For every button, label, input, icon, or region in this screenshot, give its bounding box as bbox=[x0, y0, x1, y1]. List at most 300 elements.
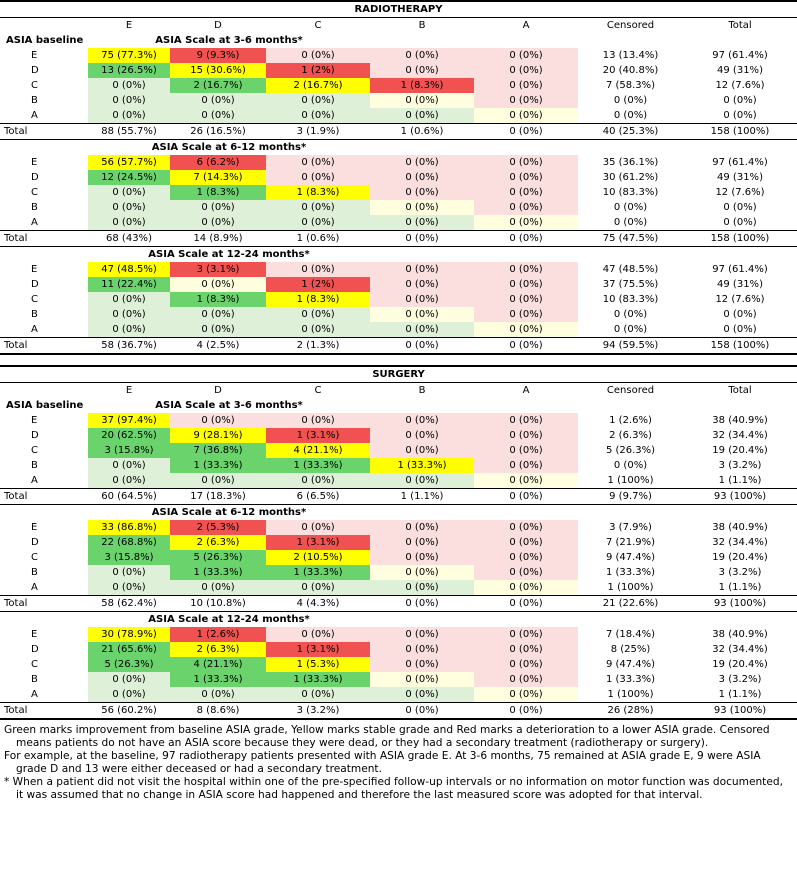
column-header: Censored bbox=[578, 383, 683, 399]
table-cell: 1 (33.3%) bbox=[266, 565, 370, 580]
scale-header-row bbox=[0, 505, 797, 521]
table-cell: 97 (61.4%) bbox=[712, 157, 768, 168]
table-row bbox=[0, 565, 797, 580]
table-cell: 14 (8.9%) bbox=[170, 231, 266, 247]
table-cell: 0 (0%) bbox=[370, 200, 474, 215]
table-cell: 0 (0%) bbox=[370, 473, 474, 489]
table-cell: 30 (78.9%) bbox=[88, 627, 170, 642]
table-cell: 37 (97.4%) bbox=[88, 413, 170, 428]
table-cell: 88 (55.7%) bbox=[88, 124, 170, 140]
table-cell: 1 (8.3%) bbox=[266, 185, 370, 200]
table-cell: 49 (31%) bbox=[717, 172, 763, 183]
table-cell: 4 (4.3%) bbox=[266, 596, 370, 612]
table-cell: 1 (0.6%) bbox=[370, 124, 474, 140]
row-label: C bbox=[31, 294, 38, 305]
table-cell: 1 (2%) bbox=[266, 63, 370, 78]
table-cell: 0 (0%) bbox=[170, 277, 266, 292]
row-label: A bbox=[31, 217, 38, 228]
table-cell: 13 (26.5%) bbox=[88, 63, 170, 78]
table-cell: 1 (0.6%) bbox=[266, 231, 370, 247]
table-cell: 0 (0%) bbox=[370, 63, 474, 78]
table-cell: 0 (0%) bbox=[370, 185, 474, 200]
table-cell: 0 (0%) bbox=[88, 215, 170, 231]
table-cell: 0 (0%) bbox=[370, 596, 474, 612]
table-cell: 32 (34.4%) bbox=[712, 644, 768, 655]
table-cell: 0 (0%) bbox=[474, 458, 578, 473]
table-cell: 0 (0%) bbox=[474, 63, 578, 78]
table-row bbox=[0, 535, 797, 550]
table-cell: 1 (33.3%) bbox=[170, 672, 266, 687]
row-label: E bbox=[31, 415, 38, 426]
table-cell: 47 (48.5%) bbox=[88, 262, 170, 277]
table-cell: 0 (0%) bbox=[474, 262, 578, 277]
table-cell: 0 (0%) bbox=[88, 93, 170, 108]
table-cell: 0 (0%) bbox=[370, 277, 474, 292]
table-cell: 0 (0%) bbox=[370, 215, 474, 231]
table-cell: 6 (6.2%) bbox=[170, 155, 266, 170]
table-cell: 0 (0%) bbox=[474, 215, 578, 231]
scale-header-row bbox=[0, 398, 797, 413]
row-label: Total bbox=[0, 596, 88, 612]
table-cell: 158 (100%) bbox=[683, 338, 797, 355]
row-label: C bbox=[31, 659, 38, 670]
table-cell: 0 (0%) bbox=[370, 231, 474, 247]
row-label: E bbox=[31, 522, 38, 533]
table-cell: 9 (28.1%) bbox=[170, 428, 266, 443]
table-row bbox=[0, 687, 797, 703]
row-label: A bbox=[31, 110, 38, 121]
table-cell: 0 (0%) bbox=[613, 309, 648, 320]
table-cell: 0 (0%) bbox=[266, 262, 370, 277]
table-cell: 0 (0%) bbox=[474, 322, 578, 338]
column-header-row bbox=[0, 383, 797, 399]
table-cell: 0 (0%) bbox=[266, 215, 370, 231]
table-cell: 47 (48.5%) bbox=[602, 264, 659, 275]
table-cell: 0 (0%) bbox=[266, 580, 370, 596]
table-cell: 0 (0%) bbox=[266, 48, 370, 63]
scale-header-row bbox=[0, 140, 797, 156]
table-cell: 3 (15.8%) bbox=[88, 550, 170, 565]
column-header: E bbox=[88, 383, 170, 399]
row-label: D bbox=[31, 430, 39, 441]
table-cell: 0 (0%) bbox=[474, 124, 578, 140]
table-cell: 2 (1.3%) bbox=[266, 338, 370, 355]
table-cell: 1 (3.1%) bbox=[266, 535, 370, 550]
table-cell: 0 (0%) bbox=[474, 627, 578, 642]
table-row bbox=[0, 428, 797, 443]
table-cell: 0 (0%) bbox=[370, 642, 474, 657]
table-cell: 38 (40.9%) bbox=[712, 629, 768, 640]
table-cell: 49 (31%) bbox=[717, 65, 763, 76]
table-cell: 0 (0%) bbox=[370, 307, 474, 322]
table-cell: 75 (77.3%) bbox=[88, 48, 170, 63]
table-cell: 7 (36.8%) bbox=[170, 443, 266, 458]
surgery-table bbox=[0, 365, 797, 720]
table-cell: 0 (0%) bbox=[474, 657, 578, 672]
table-cell: 158 (100%) bbox=[683, 124, 797, 140]
row-label: Total bbox=[0, 338, 88, 355]
table-cell: 97 (61.4%) bbox=[712, 50, 768, 61]
table-cell: 3 (3.2%) bbox=[718, 567, 762, 578]
table-cell: 2 (6.3%) bbox=[170, 535, 266, 550]
table-cell: 0 (0%) bbox=[370, 703, 474, 720]
table-cell: 0 (0%) bbox=[88, 458, 170, 473]
total-row bbox=[0, 489, 797, 505]
table-cell: 0 (0%) bbox=[370, 428, 474, 443]
table-cell: 7 (18.4%) bbox=[605, 629, 656, 640]
column-header: Censored bbox=[578, 18, 683, 34]
table-cell: 0 (0%) bbox=[474, 292, 578, 307]
table-cell: 19 (20.4%) bbox=[712, 445, 768, 456]
row-label: B bbox=[31, 567, 38, 578]
table-cell: 0 (0%) bbox=[474, 580, 578, 596]
table-cell: 0 (0%) bbox=[474, 565, 578, 580]
table-cell: 0 (0%) bbox=[266, 93, 370, 108]
table-row bbox=[0, 262, 797, 277]
table-cell: 0 (0%) bbox=[266, 200, 370, 215]
table-cell: 0 (0%) bbox=[474, 48, 578, 63]
table-cell: 0 (0%) bbox=[370, 413, 474, 428]
scale-title: ASIA Scale at 3-6 months* bbox=[155, 400, 303, 411]
table-cell: 93 (100%) bbox=[683, 703, 797, 720]
table-cell: 0 (0%) bbox=[266, 170, 370, 185]
table-cell: 2 (6.3%) bbox=[170, 642, 266, 657]
table-cell: 0 (0%) bbox=[170, 322, 266, 338]
column-header: Total bbox=[683, 383, 797, 399]
table-cell: 26 (28%) bbox=[578, 703, 683, 720]
row-label: E bbox=[31, 157, 38, 168]
table-cell: 11 (22.4%) bbox=[88, 277, 170, 292]
row-label: A bbox=[31, 689, 38, 700]
table-cell: 0 (0%) bbox=[723, 95, 757, 106]
table-row bbox=[0, 78, 797, 93]
column-header: D bbox=[170, 383, 266, 399]
table-cell: 0 (0%) bbox=[474, 93, 578, 108]
column-header: A bbox=[474, 18, 578, 34]
table-cell: 0 (0%) bbox=[474, 170, 578, 185]
table-cell: 0 (0%) bbox=[170, 200, 266, 215]
table-cell: 1 (33.3%) bbox=[170, 565, 266, 580]
table-cell: 0 (0%) bbox=[474, 596, 578, 612]
table-cell: 1 (33.3%) bbox=[266, 458, 370, 473]
table-cell: 20 (40.8%) bbox=[602, 65, 659, 76]
table-cell: 7 (14.3%) bbox=[170, 170, 266, 185]
table-cell: 2 (5.3%) bbox=[170, 520, 266, 535]
table-cell: 1 (1.1%) bbox=[718, 582, 762, 593]
table-cell: 0 (0%) bbox=[370, 657, 474, 672]
table-cell: 0 (0%) bbox=[613, 202, 648, 213]
total-row bbox=[0, 338, 797, 355]
column-header: B bbox=[370, 18, 474, 34]
table-cell: 12 (24.5%) bbox=[88, 170, 170, 185]
table-cell: 0 (0%) bbox=[613, 95, 648, 106]
table-cell: 2 (10.5%) bbox=[266, 550, 370, 565]
table-cell: 7 (21.9%) bbox=[605, 537, 656, 548]
table-cell: 8 (8.6%) bbox=[170, 703, 266, 720]
table-cell: 0 (0%) bbox=[170, 215, 266, 231]
table-cell: 1 (33.3%) bbox=[605, 674, 656, 685]
table-cell: 0 (0%) bbox=[474, 443, 578, 458]
table-cell: 20 (62.5%) bbox=[88, 428, 170, 443]
row-label: A bbox=[31, 582, 38, 593]
table-row bbox=[0, 108, 797, 124]
table-row bbox=[0, 277, 797, 292]
table-cell: 5 (26.3%) bbox=[170, 550, 266, 565]
table-cell: 3 (3.2%) bbox=[718, 674, 762, 685]
table-cell: 10 (83.3%) bbox=[602, 187, 659, 198]
table-cell: 38 (40.9%) bbox=[712, 415, 768, 426]
section-spacer bbox=[0, 355, 797, 365]
column-header: C bbox=[266, 18, 370, 34]
scale-title: ASIA Scale at 3-6 months* bbox=[155, 35, 303, 46]
table-row bbox=[0, 63, 797, 78]
row-label: B bbox=[31, 202, 38, 213]
row-label: Total bbox=[0, 231, 88, 247]
scale-header-row bbox=[0, 247, 797, 263]
total-row bbox=[0, 124, 797, 140]
table-cell: 1 (3.1%) bbox=[266, 642, 370, 657]
table-cell: 0 (0%) bbox=[370, 687, 474, 703]
table-cell: 0 (0%) bbox=[370, 170, 474, 185]
total-row bbox=[0, 231, 797, 247]
column-header: E bbox=[88, 18, 170, 34]
table-row bbox=[0, 200, 797, 215]
row-label: Total bbox=[0, 489, 88, 505]
table-cell: 0 (0%) bbox=[474, 489, 578, 505]
row-label: C bbox=[31, 80, 38, 91]
table-cell: 0 (0%) bbox=[266, 473, 370, 489]
table-cell: 3 (1.9%) bbox=[266, 124, 370, 140]
table-cell: 58 (36.7%) bbox=[88, 338, 170, 355]
table-cell: 56 (60.2%) bbox=[88, 703, 170, 720]
row-label: E bbox=[31, 629, 38, 640]
row-label: C bbox=[31, 445, 38, 456]
total-row bbox=[0, 703, 797, 720]
table-row bbox=[0, 672, 797, 687]
total-row bbox=[0, 596, 797, 612]
row-label: B bbox=[31, 674, 38, 685]
table-cell: 0 (0%) bbox=[474, 672, 578, 687]
table-cell: 97 (61.4%) bbox=[712, 264, 768, 275]
footnote-color-legend: Green marks improvement from baseline ASIA grade, Yellow marks stable grade and Red marks a deterioration to a lower ASIA grade. Censored means patients do not have an ASIA score because they were dead, or they had a secondary treatment (radiotherapy or surgery). bbox=[4, 724, 770, 749]
table-cell: 0 (0%) bbox=[370, 322, 474, 338]
table-cell: 0 (0%) bbox=[170, 580, 266, 596]
table-cell: 7 (58.3%) bbox=[605, 80, 656, 91]
table-cell: 9 (47.4%) bbox=[605, 552, 656, 563]
table-cell: 1 (33.3%) bbox=[370, 458, 474, 473]
table-cell: 0 (0%) bbox=[266, 155, 370, 170]
table-cell: 0 (0%) bbox=[370, 338, 474, 355]
table-cell: 0 (0%) bbox=[170, 687, 266, 703]
table-cell: 0 (0%) bbox=[88, 473, 170, 489]
table-cell: 0 (0%) bbox=[474, 200, 578, 215]
table-cell: 0 (0%) bbox=[474, 108, 578, 124]
table-cell: 3 (3.1%) bbox=[170, 262, 266, 277]
table-cell: 0 (0%) bbox=[474, 155, 578, 170]
table-row bbox=[0, 185, 797, 200]
table-cell: 9 (9.3%) bbox=[170, 48, 266, 63]
table-cell: 0 (0%) bbox=[474, 535, 578, 550]
table-cell: 0 (0%) bbox=[88, 185, 170, 200]
table-row bbox=[0, 322, 797, 338]
table-cell: 8 (25%) bbox=[610, 644, 651, 655]
table-cell: 33 (86.8%) bbox=[88, 520, 170, 535]
table-cell: 12 (7.6%) bbox=[715, 80, 765, 91]
table-cell: 2 (16.7%) bbox=[170, 78, 266, 93]
row-label: A bbox=[31, 475, 38, 486]
table-cell: 0 (0%) bbox=[370, 48, 474, 63]
table-cell: 0 (0%) bbox=[474, 78, 578, 93]
table-cell: 32 (34.4%) bbox=[712, 537, 768, 548]
table-cell: 1 (8.3%) bbox=[170, 292, 266, 307]
table-cell: 6 (6.5%) bbox=[266, 489, 370, 505]
table-row bbox=[0, 458, 797, 473]
table-cell: 5 (26.3%) bbox=[605, 445, 656, 456]
table-cell: 4 (21.1%) bbox=[170, 657, 266, 672]
table-cell: 3 (3.2%) bbox=[718, 460, 762, 471]
scale-title: ASIA Scale at 6-12 months* bbox=[88, 505, 370, 521]
table-row bbox=[0, 307, 797, 322]
table-cell: 0 (0%) bbox=[370, 292, 474, 307]
table-cell: 0 (0%) bbox=[88, 565, 170, 580]
row-label: D bbox=[31, 172, 39, 183]
table-cell: 10 (10.8%) bbox=[170, 596, 266, 612]
table-cell: 0 (0%) bbox=[170, 413, 266, 428]
table-row bbox=[0, 170, 797, 185]
table-cell: 1 (8.3%) bbox=[266, 292, 370, 307]
table-cell: 26 (16.5%) bbox=[170, 124, 266, 140]
row-label: C bbox=[31, 187, 38, 198]
radiotherapy-table bbox=[0, 0, 797, 355]
scale-header-row bbox=[0, 612, 797, 628]
scale-title: ASIA Scale at 12-24 months* bbox=[88, 612, 370, 628]
table-cell: 0 (0%) bbox=[88, 78, 170, 93]
table-cell: 0 (0%) bbox=[88, 580, 170, 596]
column-header: B bbox=[370, 383, 474, 399]
table-cell: 0 (0%) bbox=[88, 200, 170, 215]
table-cell: 0 (0%) bbox=[370, 535, 474, 550]
table-row bbox=[0, 520, 797, 535]
table-row bbox=[0, 443, 797, 458]
table-cell: 0 (0%) bbox=[88, 292, 170, 307]
table-cell: 1 (100%) bbox=[607, 689, 654, 700]
table-cell: 0 (0%) bbox=[723, 309, 757, 320]
row-label: E bbox=[31, 264, 38, 275]
table-cell: 13 (13.4%) bbox=[602, 50, 659, 61]
table-cell: 12 (7.6%) bbox=[715, 294, 765, 305]
table-cell: 1 (3.1%) bbox=[266, 428, 370, 443]
table-cell: 0 (0%) bbox=[474, 703, 578, 720]
row-label: B bbox=[31, 95, 38, 106]
table-cell: 21 (65.6%) bbox=[88, 642, 170, 657]
table-cell: 93 (100%) bbox=[683, 489, 797, 505]
table-cell: 35 (36.1%) bbox=[602, 157, 659, 168]
table-cell: 0 (0%) bbox=[88, 687, 170, 703]
table-cell: 38 (40.9%) bbox=[712, 522, 768, 533]
table-cell: 0 (0%) bbox=[474, 473, 578, 489]
table-cell: 0 (0%) bbox=[474, 428, 578, 443]
table-cell: 10 (83.3%) bbox=[602, 294, 659, 305]
table-cell: 0 (0%) bbox=[170, 93, 266, 108]
table-cell: 93 (100%) bbox=[683, 596, 797, 612]
table-cell: 32 (34.4%) bbox=[712, 430, 768, 441]
table-cell: 0 (0%) bbox=[170, 108, 266, 124]
radiotherapy-title: RADIOTHERAPY bbox=[0, 1, 797, 18]
table-cell: 37 (75.5%) bbox=[602, 279, 659, 290]
row-label: D bbox=[31, 279, 39, 290]
column-header: D bbox=[170, 18, 266, 34]
table-cell: 0 (0%) bbox=[370, 565, 474, 580]
table-cell: 158 (100%) bbox=[683, 231, 797, 247]
table-cell: 1 (100%) bbox=[607, 475, 654, 486]
table-cell: 0 (0%) bbox=[370, 627, 474, 642]
footnote-example: For example, at the baseline, 97 radiotherapy patients presented with ASIA grade E. At 3-6 months, 75 remained at ASIA grade E, 9 were ASIA grade D and 13 were either deceased or had a secondary treatment. bbox=[4, 750, 761, 775]
table-cell: 0 (0%) bbox=[474, 642, 578, 657]
table-cell: 1 (33.3%) bbox=[170, 458, 266, 473]
table-cell: 0 (0%) bbox=[170, 307, 266, 322]
table-row bbox=[0, 215, 797, 231]
row-label: B bbox=[31, 309, 38, 320]
table-cell: 4 (2.5%) bbox=[170, 338, 266, 355]
table-cell: 0 (0%) bbox=[613, 217, 648, 228]
table-cell: 0 (0%) bbox=[613, 324, 648, 335]
table-cell: 5 (26.3%) bbox=[88, 657, 170, 672]
row-label: E bbox=[31, 50, 38, 61]
row-label: D bbox=[31, 537, 39, 548]
table-cell: 2 (6.3%) bbox=[609, 430, 652, 441]
table-cell: 0 (0%) bbox=[266, 108, 370, 124]
table-cell: 0 (0%) bbox=[370, 550, 474, 565]
row-label: D bbox=[31, 644, 39, 655]
table-cell: 0 (0%) bbox=[370, 155, 474, 170]
table-row bbox=[0, 580, 797, 596]
table-cell: 0 (0%) bbox=[370, 93, 474, 108]
table-cell: 0 (0%) bbox=[723, 110, 757, 121]
table-row bbox=[0, 93, 797, 108]
table-cell: 0 (0%) bbox=[170, 473, 266, 489]
table-cell: 17 (18.3%) bbox=[170, 489, 266, 505]
table-row bbox=[0, 413, 797, 428]
table-cell: 3 (3.2%) bbox=[266, 703, 370, 720]
scale-header-row bbox=[0, 33, 797, 48]
table-cell: 19 (20.4%) bbox=[712, 659, 768, 670]
table-cell: 0 (0%) bbox=[474, 231, 578, 247]
table-cell: 0 (0%) bbox=[474, 307, 578, 322]
scale-title: ASIA Scale at 6-12 months* bbox=[88, 140, 370, 156]
table-cell: 1 (2.6%) bbox=[170, 627, 266, 642]
row-label: A bbox=[31, 324, 38, 335]
table-cell: 0 (0%) bbox=[370, 520, 474, 535]
table-cell: 0 (0%) bbox=[88, 108, 170, 124]
column-header: Total bbox=[683, 18, 797, 34]
table-row bbox=[0, 292, 797, 307]
table-cell: 22 (68.8%) bbox=[88, 535, 170, 550]
table-cell: 0 (0%) bbox=[723, 202, 757, 213]
footnotes bbox=[0, 720, 797, 802]
table-cell: 1 (8.3%) bbox=[370, 78, 474, 93]
table-cell: 0 (0%) bbox=[723, 217, 757, 228]
table-cell: 15 (30.6%) bbox=[170, 63, 266, 78]
table-cell: 1 (8.3%) bbox=[170, 185, 266, 200]
row-label: Total bbox=[0, 124, 88, 140]
table-cell: 9 (9.7%) bbox=[578, 489, 683, 505]
table-cell: 12 (7.6%) bbox=[715, 187, 765, 198]
column-header-row bbox=[0, 18, 797, 34]
table-cell: 0 (0%) bbox=[474, 413, 578, 428]
table-cell: 0 (0%) bbox=[474, 550, 578, 565]
table-cell: 0 (0%) bbox=[266, 307, 370, 322]
table-cell: 0 (0%) bbox=[474, 520, 578, 535]
